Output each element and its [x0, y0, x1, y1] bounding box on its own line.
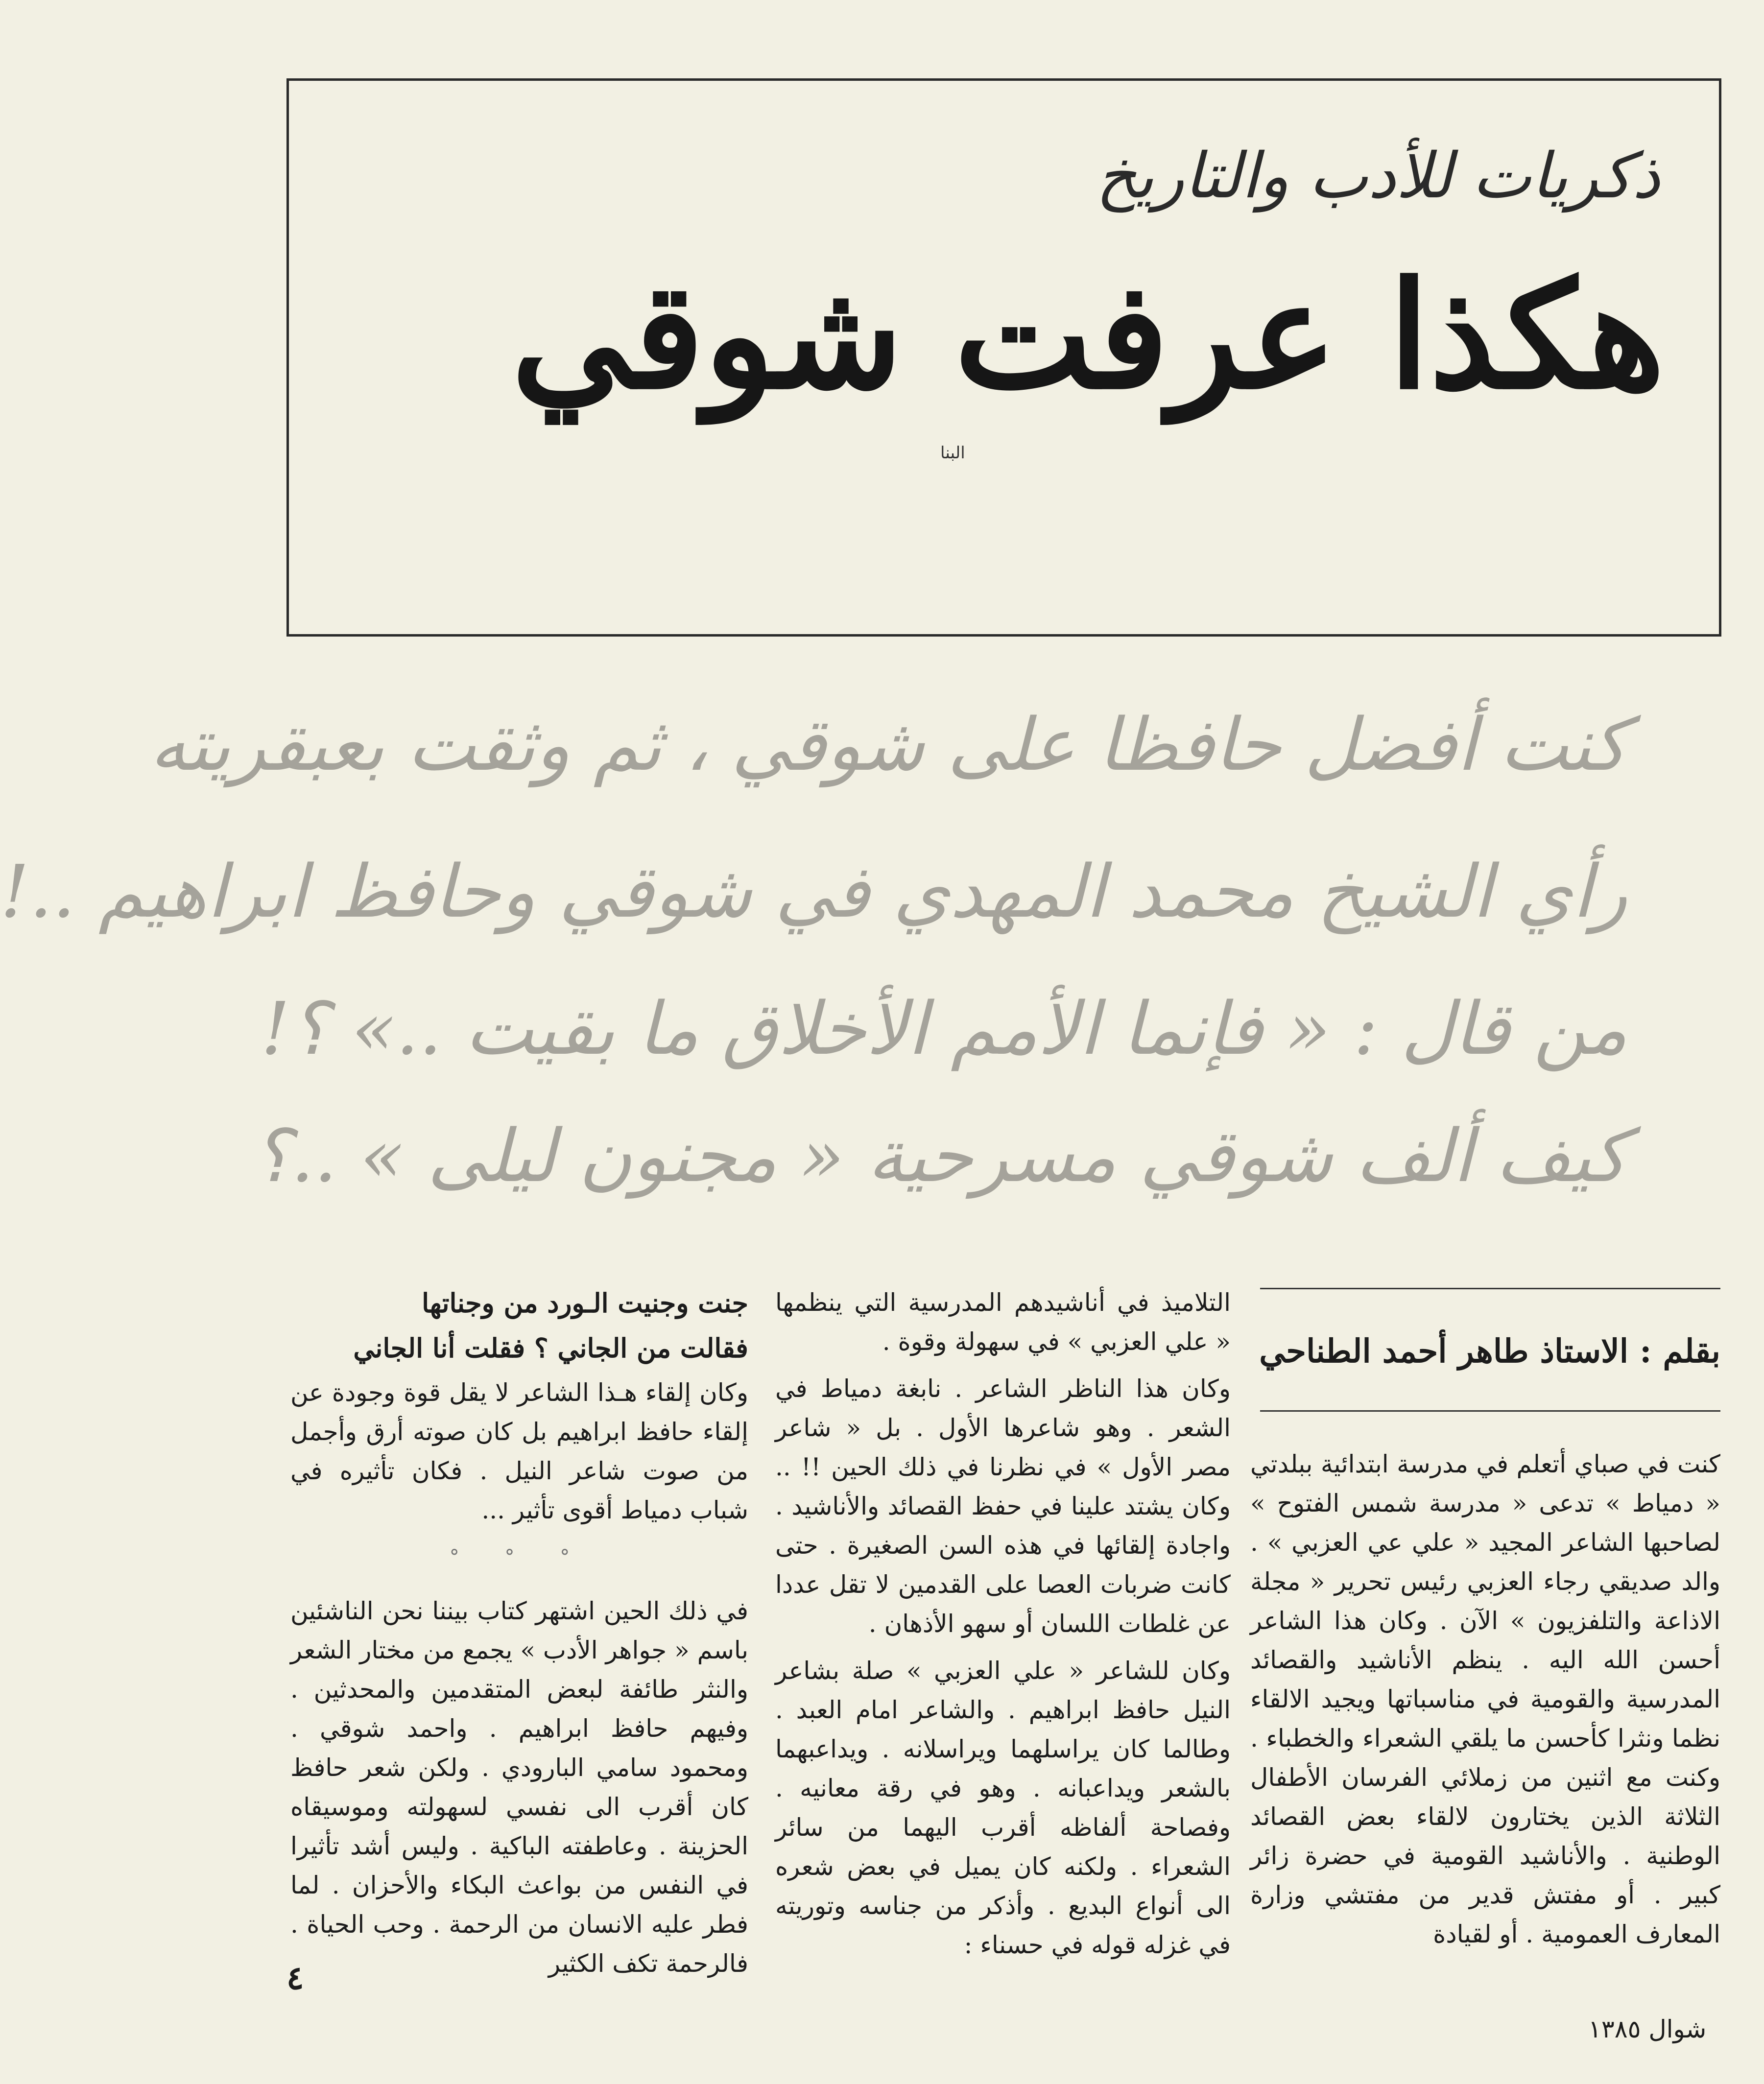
pullquote-line: كنت أفضل حافظا على شوقي ، ثم وثقت بعبقريته [149, 703, 1627, 787]
issue-date: شوال ١٣٨٥ [1588, 2015, 1707, 2043]
pullquote-line: من قال : « فإنما الأمم الأخلاق ما بقيت ..» ؟! [261, 987, 1627, 1071]
paragraph: كنت في صباي أتعلم في مدرسة ابتدائية ببلدتي « دمياط » تدعى « مدرسة شمس الفتوح » لصاحبها الشاعر المجيد « علي عي العزبي » . والد صديقي رجاء العزبي رئيس تحرير « مجلة الاذاعة والتلفزيون » الآن . وكان هذا الشاعر أحسن الله اليه . ينظم الأناشيد والقصائد المدرسية والقومية في مناسباتها ويجيد الالقاء نظما ونثرا كأحسن ما يلقي الشعراء والخطباء . وكنت مع اثنين من زملائي الفرسان الأطفال الثلاثة الذين يختارون لالقاء بعض القصائد الوطنية . والأناشيد القومية في حضرة زائر كبير . أو مفتش قدير من مفتشي وزارة المعارف العمومية . أو لقيادة [1250, 1450, 1720, 1948]
section-divider: ° ° ° [449, 1546, 590, 1568]
page-number: ٤ [286, 1959, 304, 1997]
poem-verse: جنت وجنيت الـورد من وجناتها [422, 1287, 748, 1319]
article-title: هكذا عرفت شوقي [511, 249, 1665, 422]
paragraph: التلاميذ في أناشيدهم المدرسية التي ينظمها « علي العزبي » في سهولة وقوة . [775, 1288, 1231, 1356]
supertitle: ذكريات للأدب والتاريخ [1096, 140, 1660, 213]
pullquote-line: رأي الشيخ محمد المهدي في شوقي وحافظ ابراهيم ..! [0, 850, 1627, 934]
byline-rule-top [1260, 1288, 1720, 1289]
pullquote-line: كيف ألف شوقي مسرحية « مجنون ليلى » ..؟ [252, 1114, 1627, 1198]
calligrapher-signature: البنا [940, 443, 965, 463]
title-box [286, 78, 1721, 637]
column-right [1250, 1445, 1720, 1962]
paragraph: وكان للشاعر « علي العزبي » صلة بشاعر النيل حافظ ابراهيم . والشاعر امام العبد . وطالما كان يراسلهما ويراسلانه . ويداعبهما بالشعر ويداعبانه . وهو في رقة معانيه . وفصاحة ألفاظه أقرب اليهما من سائر الشعراء . ولكنه كان يميل في بعض شعره الى أنواع البديع . وأذكر من جناسه وتوريته في غزله قوله في حسناء : [775, 1657, 1231, 1959]
poem-verse: فقالت من الجاني ؟ فقلت أنا الجاني [353, 1332, 748, 1364]
paragraph: وكان هذا الناظر الشاعر . نابغة دمياط في الشعر . وهو شاعرها الأول . بل « شاعر مصر الأول » في نظرنا في ذلك الحين !! .. وكان يشتد علينا في حفظ القصائد والأناشيد . واجادة إلقائها في هذه السن الصغيرة . حتى كانت ضربات العصا على القدمين لا تقل عددا عن غلطات اللسان أو سهو الأذهان . [775, 1374, 1231, 1638]
paragraph: في ذلك الحين اشتهر كتاب بيننا نحن الناشئين باسم « جواهر الأدب » يجمع من مختار الشعر والنثر طائفة لبعض المتقدمين والمحدثين . وفيهم حافظ ابراهيم . واحمد شوقي . ومحمود سامي البارودي . ولكن شعر حافظ كان أقرب الى نفسي لسهولته وموسيقاه الحزينة . وعاطفته الباكية . وليس أشد تأثيرا في النفس من بواعث البكاء والأحزان . لما فطر عليه الانسان من الرحمة . وحب الحياة . فالرحمة تكف الكثير [290, 1597, 748, 1978]
byline-rule-bottom [1260, 1410, 1720, 1412]
byline: بقلم : الاستاذ طاهر أحمد الطناحي [1259, 1332, 1720, 1370]
column-middle [775, 1283, 1231, 1972]
paragraph: وكان إلقاء هـذا الشاعر لا يقل قوة وجودة عن إلقاء حافظ ابراهيم بل كان صوته أرق وأجمل من صوت شاعر النيل . فكان تأثيره في شباب دمياط أقوى تأثير ... [290, 1378, 748, 1524]
column-left [290, 1283, 748, 1991]
